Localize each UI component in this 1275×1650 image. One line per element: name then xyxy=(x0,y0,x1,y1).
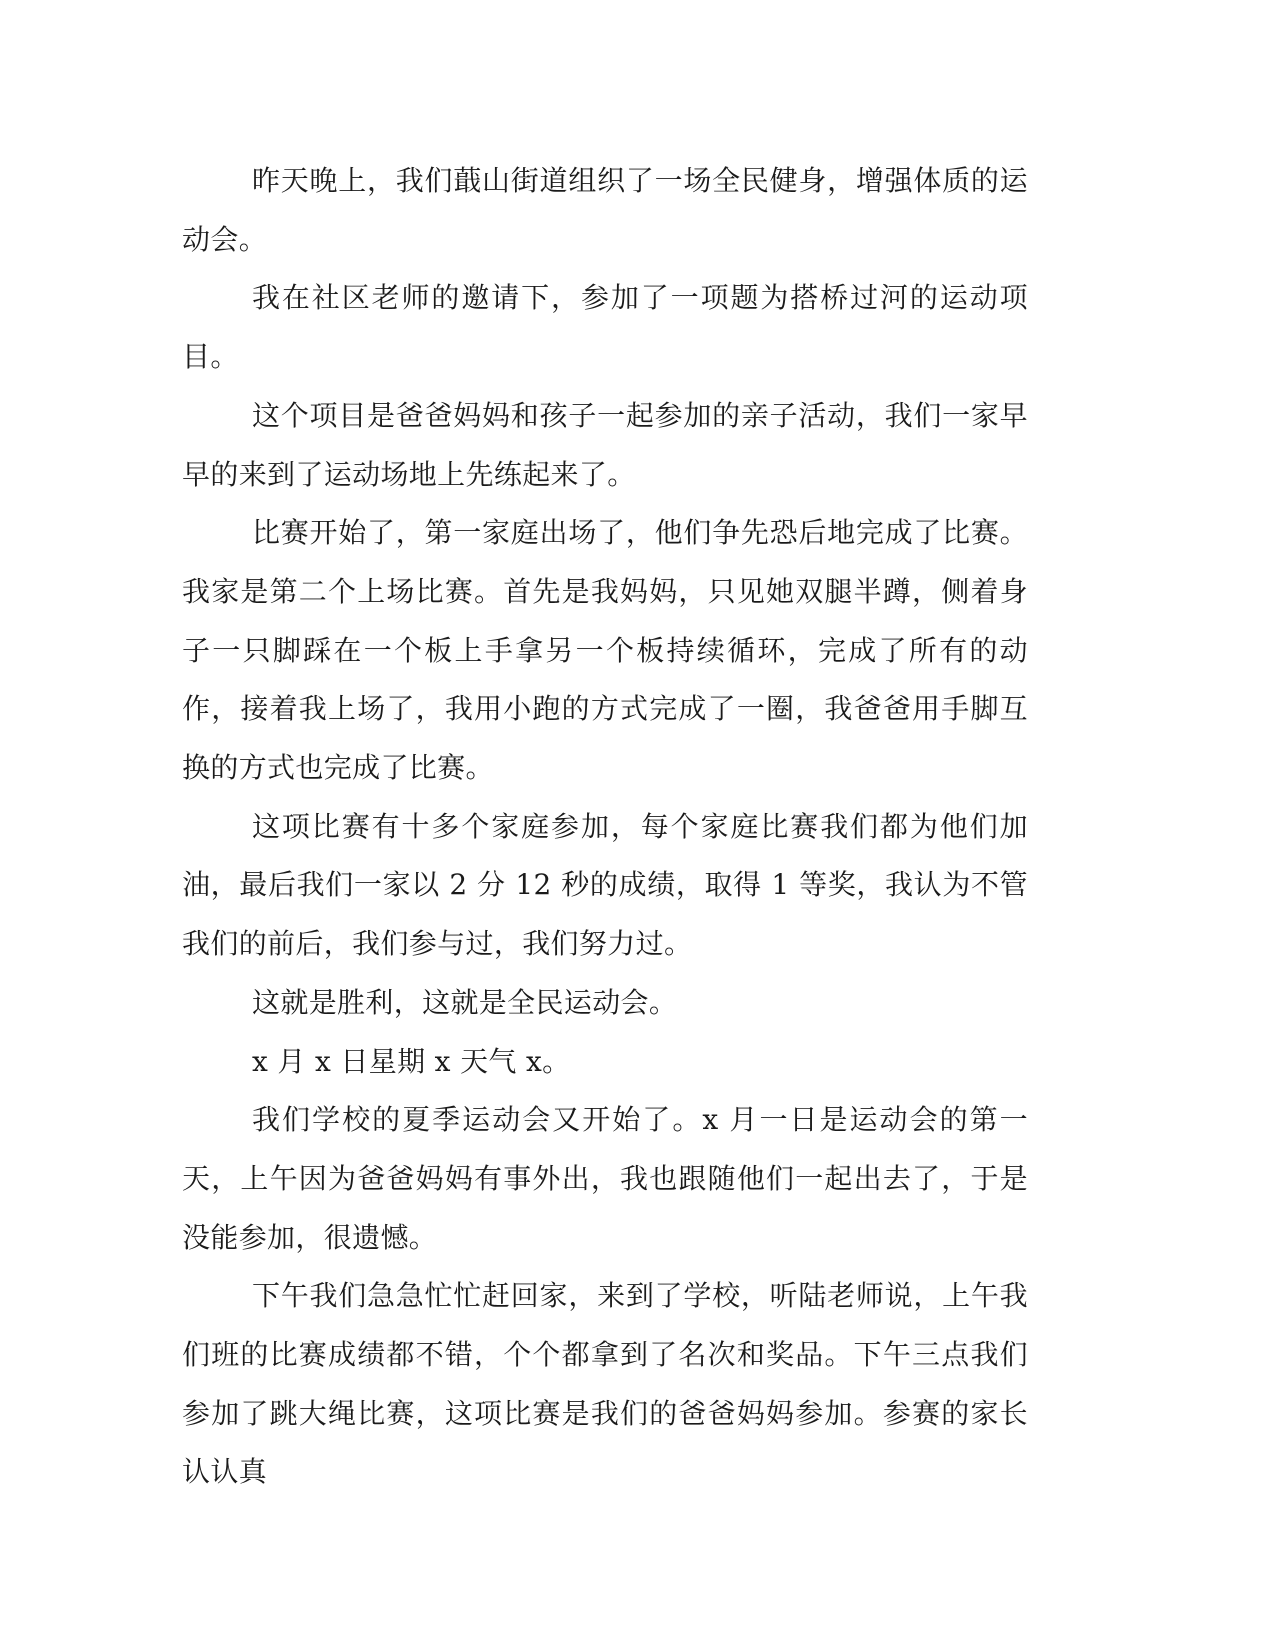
paragraph: 下午我们急急忙忙赶回家，来到了学校，听陆老师说，上午我们班的比赛成绩都不错，个个都拿到了名次和奖品。下午三点我们参加了跳大绳比赛，这项比赛是我们的爸爸妈妈参加。参赛的家长认认真 xyxy=(182,1279,1028,1489)
paragraph: 昨天晚上，我们蕺山街道组织了一场全民健身，增强体质的运动会。 xyxy=(182,164,1028,256)
paragraph: 这个项目是爸爸妈妈和孩子一起参加的亲子活动，我们一家早早的来到了运动场地上先练起来了。 xyxy=(182,398,1028,491)
paragraph: 这就是胜利，这就是全民运动会。 xyxy=(252,985,678,1019)
paragraph: x 月 x 日星期 x 天气 x。 xyxy=(252,1044,571,1078)
paragraph: 比赛开始了，第一家庭出场了，他们争先恐后地完成了比赛。我家是第二个上场比赛。首先是我妈妈，只见她双腿半蹲，侧着身子一只脚踩在一个板上手拿另一个板持续循环，完成了所有的动作，接着我上场了，我用小跑的方式完成了一圈，我爸爸用手脚互换的方式也完成了比赛。 xyxy=(182,516,1028,785)
paragraph: 这项比赛有十多个家庭参加，每个家庭比赛我们都为他们加油，最后我们一家以 2 分 12 秒的成绩，取得 1 等奖，我认为不管我们的前后，我们参与过，我们努力过。 xyxy=(182,809,1028,961)
document-body xyxy=(182,152,1028,1502)
paragraph: 我在社区老师的邀请下，参加了一项题为搭桥过河的运动项目。 xyxy=(182,281,1028,374)
paragraph: 我们学校的夏季运动会又开始了。x 月一日是运动会的第一天，上午因为爸爸妈妈有事外出，我也跟随他们一起出去了，于是没能参加，很遗憾。 xyxy=(182,1103,1028,1254)
